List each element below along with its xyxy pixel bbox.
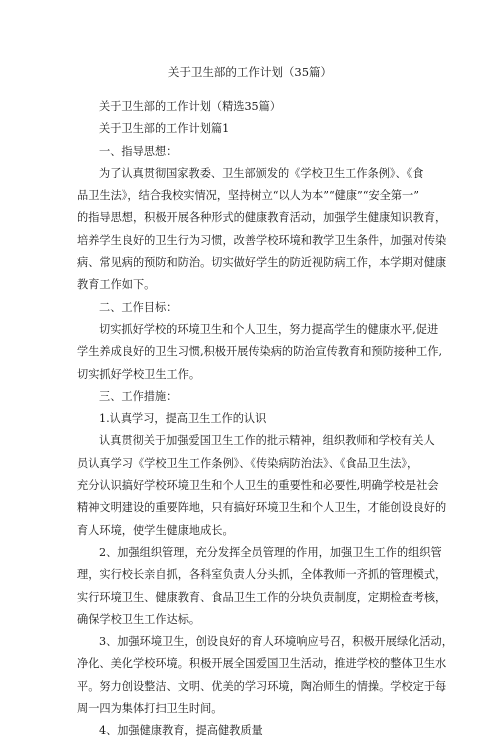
text-line: 的指导思想，积极开展各种形式的健康教育活动，加强学生健康知识教育， bbox=[77, 211, 447, 225]
document-body bbox=[77, 96, 453, 743]
text-line: 理，实行校长亲自抓，各科室负责人分头抓，全体教师一齐抓的管理模式， bbox=[77, 568, 447, 582]
text-line: 精神文明建设的重要阵地，只有搞好环境卫生和个人卫生，才能创设良好的 bbox=[77, 501, 447, 515]
text-line: 员认真学习《学校卫生工作条例》、《传染病防治法》、《食品卫生法》， bbox=[77, 456, 419, 470]
text-line: 一、指导思想： bbox=[99, 144, 178, 158]
text-line: 实行环境卫生、健康教育、食品卫生工作的分块负责制度，定期检查考核， bbox=[77, 590, 447, 604]
text-line: 关于卫生部的工作计划（精选35篇） bbox=[99, 100, 282, 113]
text-line: 4、加强健康教育，提高健教质量 bbox=[99, 724, 263, 738]
text-line: 病、常见病的预防和防治。切实做好学生的防近视防病工作，本学期对健康 bbox=[77, 256, 447, 270]
text-line: 二、工作目标： bbox=[99, 300, 178, 314]
text-line: 1.认真学习，提高卫生工作的认识 bbox=[99, 412, 267, 426]
text-line: 充分认识搞好学校环境卫生和个人卫生的重要性和必要性,明确学校是社会 bbox=[77, 479, 439, 493]
text-line: 净化、美化学校环境。积极开展全国爱国卫生活动，推进学校的整体卫生水 bbox=[77, 657, 447, 671]
text-line: 学生养成良好的卫生习惯,积极开展传染病的防治宣传教育和预防接种工作, bbox=[77, 345, 443, 359]
text-line: 培养学生良好的卫生行为习惯，改善学校环境和教学卫生条件，加强对传染 bbox=[77, 233, 447, 247]
text-line: 周一四为集体打扫卫生时间。 bbox=[77, 702, 223, 716]
text-line: 育人环境，使学生健康地成长。 bbox=[77, 523, 234, 537]
text-line: 三、工作措施： bbox=[99, 389, 178, 403]
text-line: 2、加强组织管理，充分发挥全员管理的作用，加强卫生工作的组织管 bbox=[99, 545, 442, 559]
text-line: 切实抓好学校的环境卫生和个人卫生，努力提高学生的健康水平,促进 bbox=[99, 322, 439, 336]
text-line: 切实抓好学校卫生工作。 bbox=[77, 367, 201, 381]
text-line: 认真贯彻关于加强爱国卫生工作的批示精神，组织教师和学校有关人 bbox=[99, 434, 435, 448]
text-line: 教育工作如下。 bbox=[77, 278, 156, 292]
text-line: 关于卫生部的工作计划篇1 bbox=[99, 122, 230, 136]
text-line: 3、加强环境卫生，创设良好的育人环境响应号召，积极开展绿化活动， bbox=[99, 635, 453, 649]
text-line: 平。努力创设整洁、文明、优美的学习环境，陶冶师生的情操。学校定于每 bbox=[77, 679, 447, 693]
document-title: 关于卫生部的工作计划（35篇） bbox=[167, 65, 333, 79]
text-line: 为了认真贯彻国家教委、卫生部颁发的《学校卫生工作条例》、《食 bbox=[99, 166, 424, 180]
text-line: 品卫生法》，结合我校实情况，坚持树立“以人为本”“健康”“安全第一” bbox=[77, 189, 419, 203]
text-line: 确保学校卫生工作达标。 bbox=[77, 612, 201, 626]
